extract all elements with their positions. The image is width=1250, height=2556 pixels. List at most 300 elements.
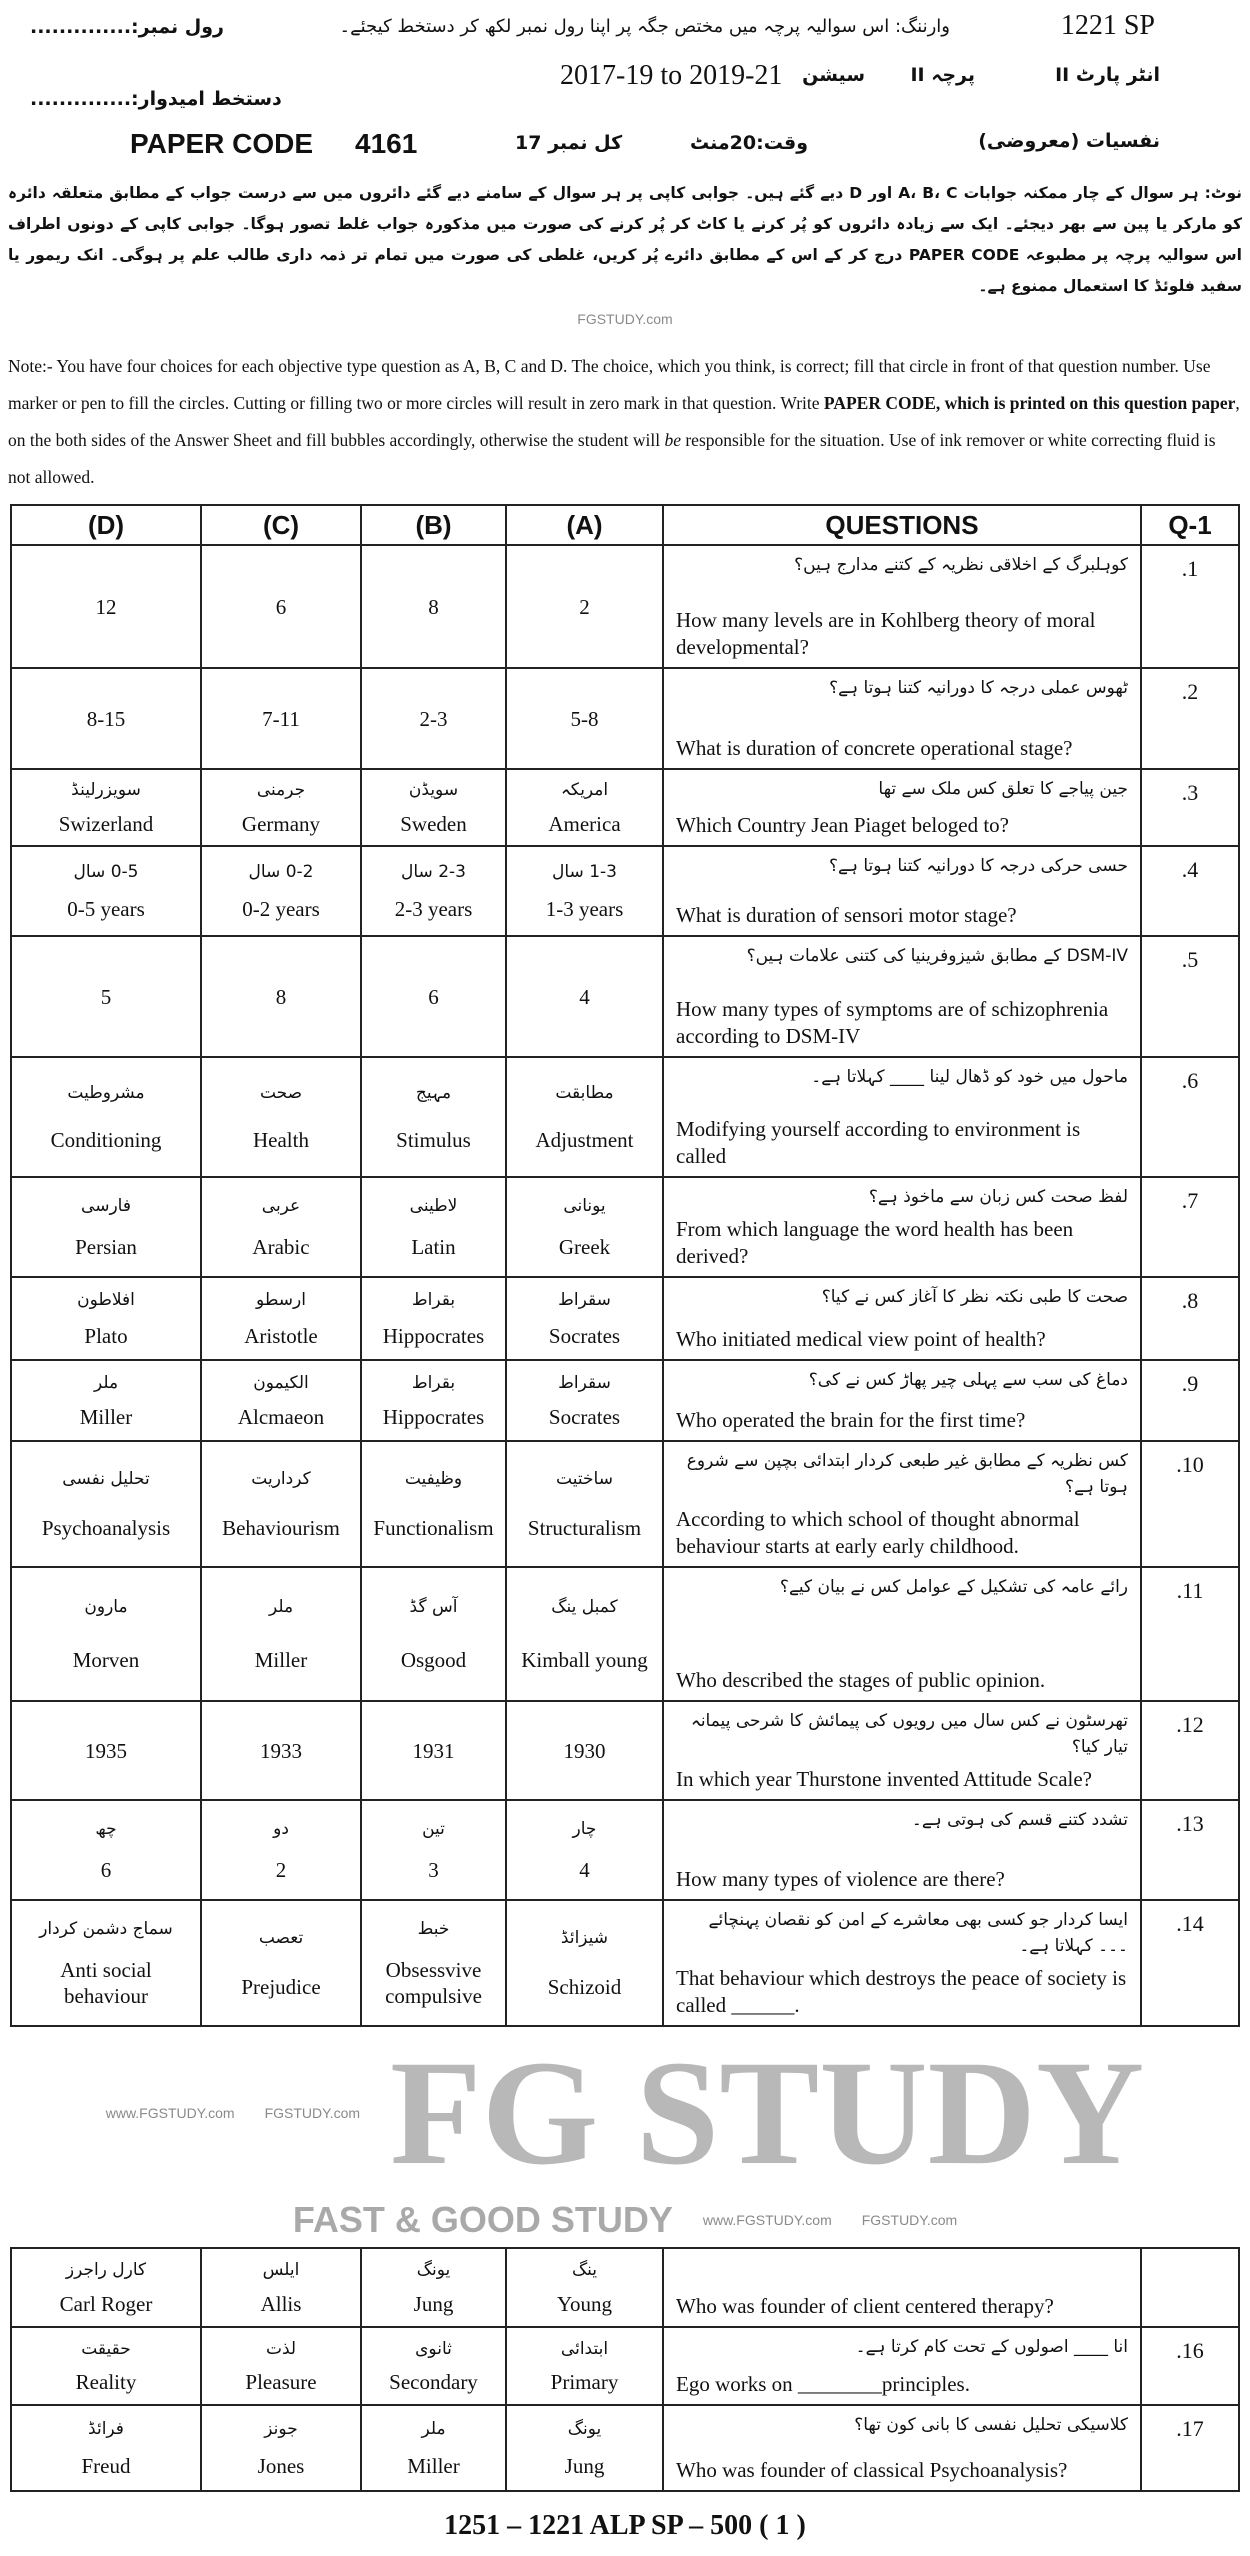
option-english-text: Obsessvive compulsive <box>385 1958 482 2008</box>
option-b[interactable] <box>360 1901 505 2025</box>
note-bold: PAPER CODE, which is printed on this question paper <box>823 393 1236 413</box>
option-english-text: 8 <box>275 984 287 1009</box>
question-urdu: کوہلبرگ کے اخلاقی نظریہ کے کتنے مدارج ہیں؟ <box>794 555 1128 575</box>
option-urdu-text: لذت <box>265 2338 297 2359</box>
warning-text: وارننگ: اس سوالیہ پرچہ میں مختص جگہ پر اپنا رول نمبر لکھ کر دستخط کیجئے۔ <box>339 16 950 37</box>
option-english-text: Persian <box>75 1235 137 1259</box>
option-c[interactable] <box>200 1278 360 1359</box>
option-urdu-text: جرمنی <box>256 780 306 801</box>
option-c[interactable] <box>200 1178 360 1276</box>
question-row <box>10 1899 1240 2027</box>
option-urdu-text: صحت <box>259 1082 303 1103</box>
option-a[interactable] <box>505 2249 662 2326</box>
question-urdu: ماحول میں خود کو ڈھال لینا ____ کہلاتا ہے۔ <box>811 1067 1128 1087</box>
option-urdu-text: امریکہ <box>560 780 609 801</box>
option-a[interactable] <box>505 1278 662 1359</box>
option-english-text: Behaviourism <box>222 1516 340 1541</box>
option-urdu-text: ملر <box>93 1372 119 1393</box>
option-urdu-text: لاطینی <box>409 1196 458 1216</box>
option-b[interactable] <box>360 1442 505 1566</box>
option-english-text: Freud <box>81 2453 131 2478</box>
option-urdu-text: یونگ <box>567 2419 602 2440</box>
option-d[interactable] <box>10 1361 200 1440</box>
question-text <box>662 1442 1140 1566</box>
option-english-text: 8 <box>428 594 439 619</box>
option-a[interactable] <box>505 1702 662 1799</box>
option-a[interactable] <box>505 770 662 845</box>
option-urdu-text: مشروطیت <box>67 1082 145 1103</box>
option-english-text: 2-3 <box>419 706 448 731</box>
page-footer: 1251 – 1221 ALP SP – 500 ( 1 ) <box>444 2510 806 2541</box>
option-english-text: Arabic <box>252 1235 310 1259</box>
option-c[interactable] <box>200 2328 360 2404</box>
option-urdu-text: ینگ <box>571 2260 598 2280</box>
option-urdu-text: ثانوی <box>415 2338 452 2359</box>
question-english: Ego works on ________principles. <box>676 2372 970 2396</box>
question-row <box>10 2326 1240 2404</box>
option-english-text: 4 <box>579 984 590 1009</box>
option-english-text: Jones <box>257 2453 305 2478</box>
option-c[interactable] <box>200 770 360 845</box>
question-row <box>10 667 1240 768</box>
option-english-text: 1933 <box>260 1738 302 1763</box>
option-english-text: 2-3 years <box>394 897 473 922</box>
question-number: .10 <box>1140 1442 1240 1566</box>
option-english-text: Functionalism <box>373 1516 494 1541</box>
question-row <box>10 845 1240 935</box>
option-urdu-text: بقراط <box>411 1372 456 1393</box>
question-english: How many levels are in Kohlberg theory of moral developmental? <box>676 608 1096 659</box>
option-english-text: Psychoanalysis <box>41 1516 171 1541</box>
option-a[interactable] <box>505 1568 662 1700</box>
option-d[interactable] <box>10 546 200 667</box>
question-number: .8 <box>1140 1278 1240 1359</box>
option-urdu-text: 0-5 سال <box>73 861 139 882</box>
option-urdu-text: کارل راجرز <box>65 2260 147 2280</box>
option-urdu-text: تحلیل نفسی <box>62 1468 150 1489</box>
question-text <box>662 1178 1140 1276</box>
option-d[interactable] <box>10 1178 200 1276</box>
option-a[interactable] <box>505 847 662 935</box>
question-english: Who initiated medical view point of health? <box>676 1327 1046 1351</box>
option-english-text: Hippocrates <box>382 1323 485 1348</box>
option-urdu-text: ساختیت <box>556 1468 613 1489</box>
option-a[interactable] <box>505 2406 662 2490</box>
option-b[interactable] <box>360 1278 505 1359</box>
option-c[interactable] <box>200 847 360 935</box>
paper-header <box>0 0 1250 178</box>
option-d[interactable] <box>10 1801 200 1899</box>
option-a[interactable] <box>505 669 662 768</box>
option-b[interactable] <box>360 546 505 667</box>
option-urdu-text: کمبل ینگ <box>551 1597 618 1618</box>
session-label: سیشن <box>802 64 865 86</box>
option-english-text: Reality <box>75 2370 137 2395</box>
option-b[interactable] <box>360 1801 505 1899</box>
option-urdu-text: ملر <box>268 1597 294 1618</box>
option-urdu-text: سویزرلینڈ <box>71 780 141 801</box>
question-row <box>10 1799 1240 1899</box>
option-english-text: Germany <box>241 811 321 836</box>
option-urdu-text: فرائڈ <box>88 2419 124 2440</box>
question-text <box>662 1361 1140 1440</box>
option-c[interactable] <box>200 1442 360 1566</box>
option-a[interactable] <box>505 1361 662 1440</box>
part-label: انٹر پارٹ II <box>1055 64 1160 86</box>
option-c[interactable] <box>200 669 360 768</box>
option-b[interactable] <box>360 770 505 845</box>
question-urdu: دماغ کی سب سے پہلی چیر پھاڑ کس نے کی؟ <box>808 1370 1128 1390</box>
question-text <box>662 2249 1140 2326</box>
question-urdu: جین پیاجے کا تعلق کس ملک سے تھا <box>878 779 1128 799</box>
question-row <box>10 1176 1240 1276</box>
option-urdu-text: ابتدائی <box>560 2338 609 2359</box>
option-urdu-text: سقراط <box>558 1290 611 1311</box>
question-text <box>662 2406 1140 2490</box>
option-b[interactable] <box>360 847 505 935</box>
question-english: Who described the stages of public opinion. <box>676 1668 1046 1692</box>
question-number <box>1140 2249 1240 2326</box>
option-english-text: Morven <box>72 1647 140 1672</box>
option-d[interactable] <box>10 1442 200 1566</box>
question-row <box>10 1359 1240 1440</box>
option-urdu-text: عربی <box>261 1196 301 1216</box>
option-english-text: Prejudice <box>241 1975 321 2000</box>
option-urdu-text: کرداریت <box>251 1468 311 1489</box>
option-b[interactable] <box>360 2328 505 2404</box>
option-d[interactable] <box>10 1901 200 2025</box>
column-header-c: (C) <box>200 506 360 544</box>
note-text: , on the both sides of the Answer Sheet and fill bubbles accordingly, otherwise the student will <box>8 393 1240 450</box>
question-text <box>662 1058 1140 1176</box>
option-english-text: 5 <box>100 984 112 1009</box>
option-urdu-text: 0-2 سال <box>248 861 314 882</box>
question-english: What is duration of sensori motor stage? <box>676 903 1017 927</box>
question-english: According to which school of thought abnormal behaviour starts at early early childhood. <box>676 1507 1080 1558</box>
question-english: That behaviour which destroys the peace of society is called ______. <box>676 1966 1127 2017</box>
option-b[interactable] <box>360 1568 505 1700</box>
paper-code-top: 1221 SP <box>1060 10 1155 41</box>
question-number: .16 <box>1140 2328 1240 2404</box>
option-urdu-text: سقراط <box>558 1372 611 1393</box>
option-english-text: Secondary <box>389 2370 478 2395</box>
mcq-table <box>10 504 1240 2027</box>
question-text <box>662 2328 1140 2404</box>
option-b[interactable] <box>360 1361 505 1440</box>
column-header-a: (A) <box>505 506 662 544</box>
question-urdu: DSM-IV کے مطابق شیزوفرینیا کی کتنی علامات ہیں؟ <box>746 946 1128 966</box>
question-english: Who was founder of client centered therapy? <box>676 2294 1054 2318</box>
option-b[interactable] <box>360 937 505 1056</box>
question-urdu: حسی حرکی درجہ کا دورانیہ کتنا ہوتا ہے؟ <box>828 856 1128 876</box>
option-a[interactable] <box>505 1801 662 1899</box>
option-english-text: Swizerland <box>58 811 154 836</box>
option-b[interactable] <box>360 1178 505 1276</box>
watermark: www.FGSTUDY.com <box>702 2212 832 2228</box>
column-header-q: Q-1 <box>1140 506 1240 544</box>
question-text <box>662 1801 1140 1899</box>
question-english: Modifying yourself according to environment is called <box>676 1117 1081 1168</box>
question-urdu: انا ____ اصولوں کے تحت کام کرتا ہے۔ <box>855 2337 1128 2357</box>
time-allowed: وقت:20منٹ <box>690 132 809 154</box>
option-urdu-text: چھ <box>95 1819 117 1839</box>
option-urdu-text: ایلس <box>262 2260 300 2280</box>
option-b[interactable] <box>360 2406 505 2490</box>
question-english: From which language the word health has been derived? <box>676 1217 1074 1268</box>
option-english-text: Jung <box>564 2453 605 2478</box>
option-english-text: Structuralism <box>527 1516 642 1541</box>
option-c[interactable] <box>200 1568 360 1700</box>
note-text: Note:- You have four choices for each objective type question as A, B, C and D. The choice, which you think, is correct; fill that circle in front of that question number. Use marker or pen to fill the circles. Cutting or filling two or more circles will result in zero mark in that question. Write <box>8 356 1211 413</box>
option-urdu-text: مطابقت <box>555 1082 614 1103</box>
roll-number-field: رول نمبر:.............. <box>30 16 224 38</box>
question-number: .4 <box>1140 847 1240 935</box>
column-header-questions: QUESTIONS <box>662 506 1140 544</box>
question-urdu: ٹھوس عملی درجہ کا دورانیہ کتنا ہوتا ہے؟ <box>829 678 1128 698</box>
option-english-text: 1-3 years <box>545 897 624 922</box>
option-english-text: Allis <box>260 2292 302 2316</box>
option-urdu-text: خبط <box>417 1919 450 1939</box>
option-urdu-text: حقیقت <box>81 2338 131 2359</box>
question-text <box>662 1568 1140 1700</box>
option-english-text: America <box>548 811 621 836</box>
question-row <box>10 2404 1240 2492</box>
option-english-text: Adjustment <box>535 1128 634 1153</box>
option-urdu-text: ارسطو <box>256 1290 306 1311</box>
question-number: .1 <box>1140 546 1240 667</box>
table-header-row <box>10 504 1240 544</box>
option-c[interactable] <box>200 1702 360 1799</box>
session-years: 2017-19 to 2019-21 <box>560 60 783 91</box>
option-a[interactable] <box>505 2328 662 2404</box>
option-d[interactable] <box>10 1568 200 1700</box>
watermark: FGSTUDY.com <box>577 311 673 327</box>
option-urdu-text: الکیمون <box>253 1372 309 1393</box>
question-urdu: رائے عامہ کی تشکیل کے عوامل کس نے بیان کیے؟ <box>779 1577 1128 1597</box>
option-urdu-text: تین <box>422 1819 445 1839</box>
option-english-text: 6 <box>428 984 439 1009</box>
option-english-text: 6 <box>275 594 287 619</box>
option-a[interactable] <box>505 937 662 1056</box>
question-text <box>662 669 1140 768</box>
option-english-text: 0-2 years <box>242 897 320 922</box>
option-urdu-text: 1-3 سال <box>552 861 617 882</box>
question-urdu: ایسا کردار جو کسی بھی معاشرے کے امن کو نقصان پہنچائے ۔۔۔ کہلاتا ہے۔ <box>708 1910 1128 1956</box>
question-urdu: کس نظریہ کے مطابق غیر طبعی کردار ابتدائی بچپن سے شروع ہوتا ہے؟ <box>686 1451 1128 1497</box>
option-english-text: Alcmaeon <box>237 1405 325 1430</box>
option-c[interactable] <box>200 937 360 1056</box>
option-english-text: Hippocrates <box>382 1405 485 1430</box>
watermark-tagline: FAST & GOOD STUDY <box>292 2199 673 2240</box>
option-english-text: Aristotle <box>244 1323 318 1348</box>
question-urdu: تھرسٹون نے کس سال میں رویوں کی پیمائش کا شرحی پیمانہ تیار کیا؟ <box>690 1711 1128 1757</box>
option-b[interactable] <box>360 2249 505 2326</box>
option-english-text: 1930 <box>563 1738 606 1763</box>
question-text <box>662 770 1140 845</box>
option-english-text: Kimball young <box>521 1647 648 1672</box>
question-number: .9 <box>1140 1361 1240 1440</box>
option-c[interactable] <box>200 2249 360 2326</box>
option-english-text: Health <box>253 1128 309 1153</box>
column-header-b: (B) <box>360 506 505 544</box>
option-b[interactable] <box>360 1702 505 1799</box>
option-d[interactable] <box>10 770 200 845</box>
question-urdu: تشدد کتنے قسم کی ہوتی ہے۔ <box>911 1810 1128 1830</box>
question-text <box>662 1278 1140 1359</box>
option-urdu-text: سماج دشمن کردار <box>39 1919 173 1939</box>
question-row <box>10 1566 1240 1700</box>
question-number: .13 <box>1140 1801 1240 1899</box>
question-row <box>10 1056 1240 1176</box>
urdu-instructions: نوٹ: ہر سوال کے چار ممکنہ جوابات A، B، C اور D دیے گئے ہیں۔ جوابی کاپی پر ہر سوال کے سامنے دیے گئے دائروں میں سے درست جواب کے مطابق متعلقہ دائرہ کو مارکر یا پین سے بھر دیجئے۔ ایک سے زیادہ دائروں کو پُر کرنے یا کاٹ کر پُر کرنے کی صورت میں مذکورہ جواب غلط تصور ہوگا۔ جوابی کاپی کے دونوں اطراف اس سوالیہ پرچہ پر مطبوعہ PAPER CODE درج کر کے اس کے مطابق دائرے پُر کریں، غلطی کی صورت میں تمام تر ذمہ داری طالب علم پر ہوگی۔ انک ریمور یا سفید فلوئڈ کا استعمال ممنوع ہے۔ <box>8 184 1242 295</box>
option-english-text: Socrates <box>548 1323 621 1348</box>
option-d[interactable] <box>10 847 200 935</box>
question-row <box>10 1700 1240 1799</box>
question-number: .11 <box>1140 1568 1240 1700</box>
option-a[interactable] <box>505 1178 662 1276</box>
question-number: .17 <box>1140 2406 1240 2490</box>
option-english-text: Miller <box>79 1405 133 1430</box>
option-urdu-text: افلاطون <box>77 1290 135 1311</box>
option-english-text: Latin <box>411 1235 456 1259</box>
option-urdu-text: شیزائڈ <box>560 1927 609 1948</box>
option-d[interactable] <box>10 669 200 768</box>
option-b[interactable] <box>360 669 505 768</box>
question-number: .5 <box>1140 937 1240 1056</box>
option-a[interactable] <box>505 1901 662 2025</box>
question-row <box>10 768 1240 845</box>
option-english-text: 12 <box>95 594 117 619</box>
paper-label: پرچہ II <box>910 64 975 86</box>
option-english-text: Socrates <box>548 1405 621 1430</box>
question-english: In which year Thurstone invented Attitude Scale? <box>676 1767 1092 1791</box>
question-english: What is duration of concrete operational stage? <box>676 736 1073 760</box>
option-english-text: Primary <box>550 2370 619 2395</box>
question-number: .6 <box>1140 1058 1240 1176</box>
question-text <box>662 546 1140 667</box>
question-row <box>10 1276 1240 1359</box>
watermark-strip <box>10 2027 1240 2247</box>
question-text <box>662 847 1140 935</box>
paper-code-value: 4161 <box>355 128 418 159</box>
option-d[interactable] <box>10 937 200 1056</box>
option-english-text: Greek <box>558 1235 611 1259</box>
option-c[interactable] <box>200 2406 360 2490</box>
option-urdu-text: چار <box>572 1819 597 1839</box>
question-row <box>10 1440 1240 1566</box>
option-d[interactable] <box>10 1278 200 1359</box>
option-english-text: Carl Roger <box>59 2292 153 2316</box>
option-urdu-text: یونگ <box>416 2260 451 2280</box>
question-english: Which Country Jean Piaget beloged to? <box>676 813 1009 837</box>
watermark: FGSTUDY.com <box>861 2212 958 2228</box>
option-a[interactable] <box>505 1058 662 1176</box>
english-instructions <box>8 348 1242 496</box>
question-number: .7 <box>1140 1178 1240 1276</box>
candidate-signature-field: دستخط امیدوار:.............. <box>30 88 282 110</box>
option-urdu-text: فارسی <box>81 1196 131 1216</box>
option-urdu-text: جونز <box>264 2419 298 2440</box>
paper-code-label: PAPER CODE <box>130 128 314 159</box>
option-b[interactable] <box>360 1058 505 1176</box>
option-english-text: Stimulus <box>396 1128 471 1153</box>
option-d[interactable] <box>10 1058 200 1176</box>
option-english-text: 3 <box>428 1858 439 1882</box>
option-english-text: Pleasure <box>245 2370 317 2395</box>
option-d[interactable] <box>10 1702 200 1799</box>
option-urdu-text: تعصب <box>258 1927 304 1948</box>
option-english-text: Young <box>556 2292 613 2316</box>
question-row <box>10 935 1240 1056</box>
question-text <box>662 1901 1140 2025</box>
question-urdu: صحت کا طبی نکتہ نظر کا آغاز کس نے کیا؟ <box>821 1287 1128 1307</box>
option-a[interactable] <box>505 1442 662 1566</box>
question-english: How many types of symptoms are of schizophrenia according to DSM-IV <box>676 997 1109 1048</box>
note-italic: be <box>664 430 681 450</box>
option-english-text: Miller <box>254 1647 308 1672</box>
option-english-text: 1935 <box>85 1738 127 1763</box>
option-a[interactable] <box>505 546 662 667</box>
option-english-text: 1931 <box>412 1738 455 1763</box>
option-urdu-text: بقراط <box>411 1290 456 1311</box>
option-urdu-text: آس گڈ <box>409 1597 458 1618</box>
option-english-text: 2 <box>275 1858 287 1882</box>
option-english-text: Jung <box>413 2292 454 2316</box>
option-english-text: 2 <box>579 594 590 619</box>
question-english: Who was founder of classical Psychoanalysis? <box>676 2458 1068 2482</box>
question-number: .14 <box>1140 1901 1240 2025</box>
option-c[interactable] <box>200 1901 360 2025</box>
option-c[interactable] <box>200 546 360 667</box>
question-number: .12 <box>1140 1702 1240 1799</box>
option-english-text: 8-15 <box>86 706 126 731</box>
option-urdu-text: یونانی <box>563 1196 606 1216</box>
option-c[interactable] <box>200 1058 360 1176</box>
option-d[interactable] <box>10 2328 200 2404</box>
option-english-text: 5-8 <box>570 706 599 731</box>
option-d[interactable] <box>10 2406 200 2490</box>
watermark-strip-top <box>10 302 1240 336</box>
question-row <box>10 544 1240 667</box>
option-urdu-text: مہیج <box>415 1082 452 1103</box>
option-urdu-text: 2-3 سال <box>401 861 466 882</box>
option-c[interactable] <box>200 1361 360 1440</box>
watermark: www.FGSTUDY.com <box>105 2105 235 2121</box>
option-english-text: Sweden <box>400 811 467 836</box>
column-header-d: (D) <box>10 506 200 544</box>
option-english-text: Plato <box>84 1323 128 1348</box>
option-english-text: 7-11 <box>262 706 300 731</box>
option-d[interactable] <box>10 2249 200 2326</box>
total-marks: کل نمبر 17 <box>515 132 623 154</box>
option-english-text: 6 <box>100 1858 112 1882</box>
option-english-text: Schizoid <box>547 1975 622 2000</box>
question-row <box>10 2247 1240 2326</box>
option-english-text: Miller <box>407 2453 460 2478</box>
option-urdu-text: مارون <box>84 1597 128 1618</box>
option-urdu-text: سویڈن <box>408 780 459 801</box>
watermark-logo: FG STUDY <box>390 2030 1145 2196</box>
question-text <box>662 937 1140 1056</box>
question-text <box>662 1702 1140 1799</box>
question-english: How many types of violence are there? <box>676 1867 1005 1891</box>
question-urdu: کلاسیکی تحلیل نفسی کا بانی کون تھا؟ <box>854 2415 1128 2435</box>
option-english-text: Osgood <box>400 1647 467 1672</box>
option-c[interactable] <box>200 1801 360 1899</box>
mcq-table-continued <box>10 2247 1240 2492</box>
option-urdu-text: ملر <box>421 2419 446 2440</box>
question-english: Who operated the brain for the first time? <box>676 1408 1026 1432</box>
